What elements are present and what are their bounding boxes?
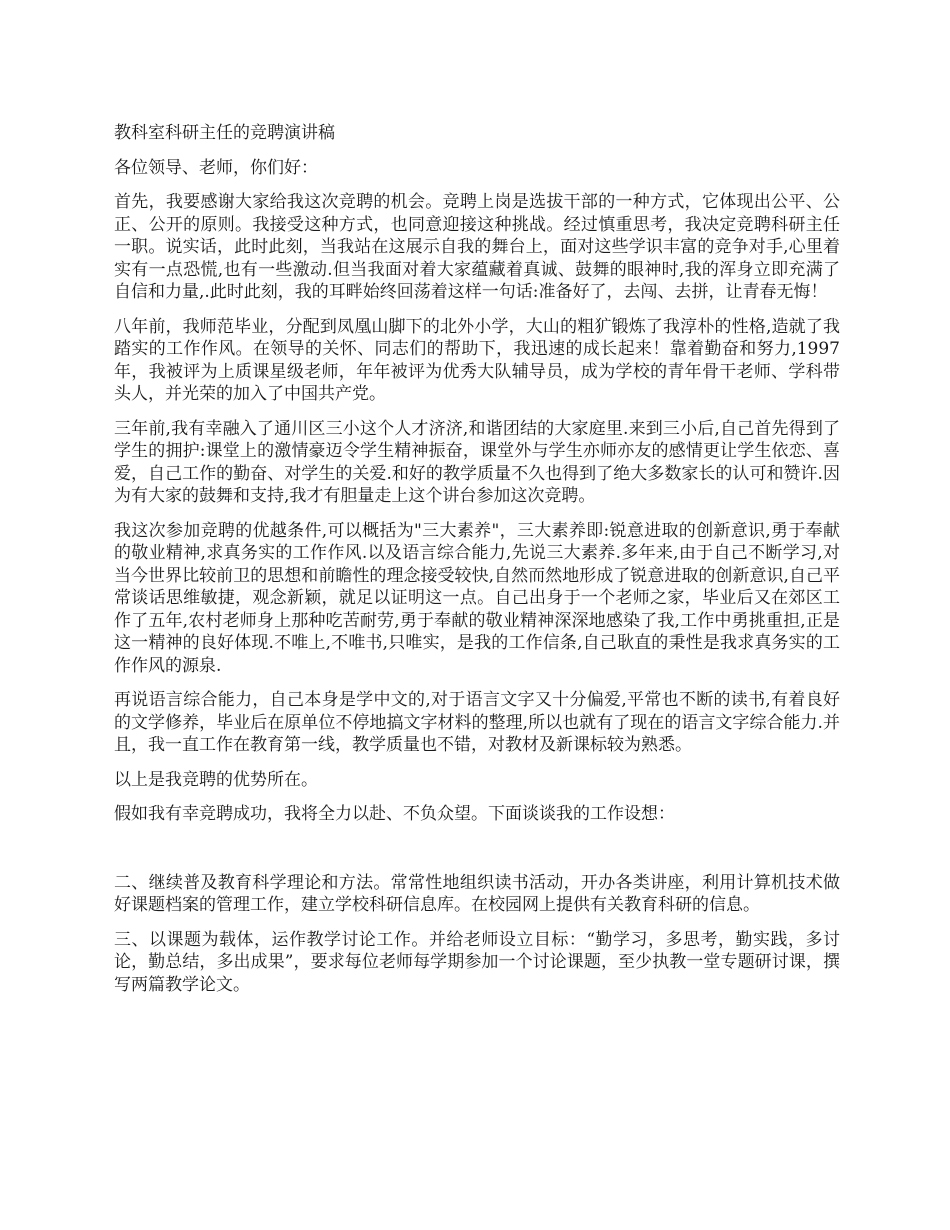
paragraph-three-years: 三年前,我有幸融入了通川区三小这个人才济济,和谐团结的大家庭里.来到三小后,自己首先得到了学生的拥护:课堂上的激情豪迈令学生精神振奋，课堂外与学生亦师亦友的感情更让学生依恋、喜爱，自己工作的勤奋、对学生的关爱.和好的教学质量不久也得到了绝大多数家长的认可和赞许.因为有大家的鼓舞和支持,我才有胆量走上这个讲台参加这次竞聘。 <box>114 418 840 506</box>
paragraph-summary: 以上是我竞聘的优势所在。 <box>114 769 318 790</box>
paragraph-background: 八年前，我师范毕业，分配到凤凰山脚下的北外小学，大山的粗犷锻炼了我淳朴的性格,造就了我踏实的工作作风。在领导的关怀、同志们的帮助下，我迅速的成长起来！靠着勤奋和努力,1997 年，我被评为上质课星级老师，年年被评为优秀大队辅导员，成为学校的青年骨干老师、学科带头人，并光荣的加入了中国共产党。 <box>114 316 840 404</box>
greeting: 各位领导、老师，你们好： <box>114 157 318 178</box>
paragraph-plan-three: 三、以课题为载体，运作教学讨论工作。并给老师设立目标：“勤学习，多思考，勤实践，多讨论，勤总结，多出成果”，要求每位老师每学期参加一个讨论课题，至少执教一堂专题研讨课，撰写两篇教学论文。 <box>114 929 840 995</box>
document-page <box>114 122 840 1008</box>
paragraph-qualities: 我这次参加竞聘的优越条件,可以概括为"三大素养"，三大素养即:锐意进取的创新意识,勇于奉献的敬业精神,求真务实的工作作风.以及语言综合能力,先说三大素养.多年来,由于自己不断学习,对当今世界比较前卫的思想和前瞻性的理念接受较快,自然而然地形成了锐意进取的创新意识,自己平常谈话思维敏捷，观念新颖，就足以证明这一点。自己出身于一个老师之家，毕业后又在郊区工作了五年,农村老师身上那种吃苦耐劳,勇于奉献的敬业精神深深地感染了我,工作中勇挑重担,正是这一精神的良好体现.不唯上,不唯书,只唯实，是我的工作信条,自己耿直的秉性是我求真务实的工作作风的源泉. <box>114 520 840 676</box>
paragraph-plan-two: 二、继续普及教育科学理论和方法。常常性地组织读书活动，开办各类讲座，利用计算机技术做好课题档案的管理工作，建立学校科研信息库。在校园网上提供有关教育科研的信息。 <box>114 872 840 915</box>
paragraph-plan-intro: 假如我有幸竞聘成功，我将全力以赴、不负众望。下面谈谈我的工作设想： <box>114 804 675 824</box>
document-title: 教科室科研主任的竞聘演讲稿 <box>114 123 335 143</box>
paragraph-language: 再说语言综合能力，自己本身是学中文的,对于语言文字又十分偏爱,平常也不断的读书,有着良好的文学修养，毕业后在原单位不停地搞文字材料的整理,所以也就有了现在的语言文字综合能力.并且，我一直工作在教育第一线，教学质量也不错，对教材及新课标较为熟悉。 <box>114 690 840 755</box>
blank-gap <box>114 838 840 872</box>
paragraph-thanks: 首先，我要感谢大家给我这次竞聘的机会。竞聘上岗是选拔干部的一种方式，它体现出公平、公正、公开的原则。我接受这种方式，也同意迎接这种挑战。经过慎重思考，我决定竞聘科研主任一职。说实话，此时此刻，当我站在这展示自我的舞台上，面对这些学识丰富的竞争对手,心里着实有一点恐慌,也有一些激动.但当我面对着大家蕴藏着真诚、鼓舞的眼神时,我的浑身立即充满了自信和力量,.此时此刻，我的耳畔始终回荡着这样一句话:准备好了，去闯、去拼，让青春无悔！ <box>114 192 840 302</box>
